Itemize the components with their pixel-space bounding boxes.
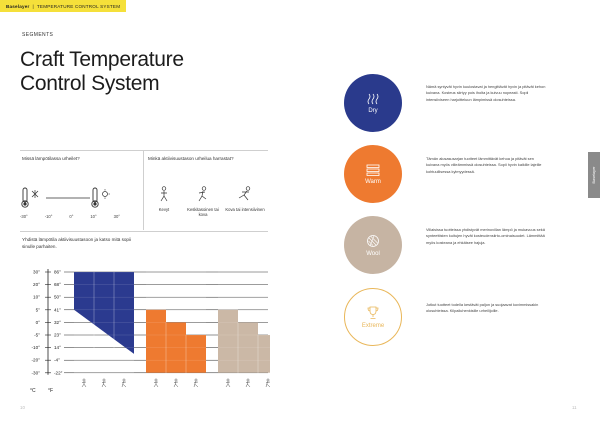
page-number-left: 10 [20,405,25,410]
running-icon [103,379,105,381]
side-tab[interactable] [588,152,600,198]
product-wool-text: Villaisissa tuotteissa yhdistyvät merinovillan lämpö ja mukavuus sekä synteettisten kuitujen hyvät kosteudensiirto-ominaisuudet. Lämmittää myös kosteana ja ehkäisee hajuja. [426,227,545,245]
sprinting-icon-body [194,381,198,387]
sprinting-icon [267,379,269,381]
divider-mid [20,231,268,232]
title-line-2: Control System [20,72,160,95]
temperature-activity-chart [18,262,270,396]
product-extreme-text: Jotkut tuotteet todella kestävät paljon ja suojaavat kovimmissakin olosuhteissa. Kilpailuhenkisille urheilijoille. [426,302,539,314]
temp-label: 30° [113,214,120,219]
brand-label: Baselayer [6,3,30,9]
celsius-tick-label: -30° [31,370,40,376]
celsius-tick-label: 0° [35,319,40,325]
celsius-tick-label: 30° [33,269,40,275]
sprinting-icon [237,186,253,202]
walking-icon [227,379,229,381]
activity-light-label: Kevyt [158,207,170,212]
activity-intense-label: Kova tai intensiivinen [225,207,265,212]
product-warm-name: Warm [365,178,381,185]
layers-icon [366,164,380,176]
question-temperature: Missä lämpötilassa urheilet? [22,156,80,161]
running-icon [247,379,249,381]
running-icon-body [174,381,178,387]
question-activity: Minkä aktiivisuustason urheilua harrastat? [148,156,234,161]
product-dry-name: Dry [368,107,378,114]
celsius-tick-label: -20° [31,357,40,363]
sprinting-icon [123,379,125,381]
fahrenheit-tick-label: 41° [54,307,61,313]
walking-icon-body [82,381,86,387]
header-tag [0,0,126,12]
fahrenheit-tick-label: 14° [54,345,61,351]
fahrenheit-tick-label: 86° [54,269,61,275]
divider-vertical [143,150,144,230]
thermometer-scale [20,186,140,212]
fahrenheit-tick-label: 50° [54,294,61,300]
product-wool-name: Wool [366,250,380,257]
title-line-1: Craft Temperature [20,48,184,71]
sprinting-icon-body [122,381,126,387]
product-extreme[interactable] [344,288,402,346]
cold-thermometer-icon [22,188,38,207]
walking-icon-body [154,381,158,387]
product-extreme-name: Extreme [361,322,385,329]
product-dry[interactable] [344,74,402,132]
product-warm[interactable] [344,145,402,203]
wool-ball-icon [366,234,380,248]
celsius-unit-label: °C [30,388,36,394]
temp-label: 0° [69,214,74,219]
temp-label: 10° [90,214,97,219]
temperature-scale-labels [20,214,120,219]
page-title [20,48,184,96]
fahrenheit-unit-label: °F [48,388,54,394]
sprinting-icon [195,379,197,381]
celsius-tick-label: -10° [31,345,40,351]
page-number-right: 11 [572,405,577,410]
series-area-wool [218,310,270,373]
divider-top [20,150,268,151]
header-title: TEMPERATURE CONTROL SYSTEM [36,3,121,9]
activity-intense [225,186,265,217]
chart-intro: Yhdistä lämpötila aktiivisuustasoon ja katso mitä sopii sinulle parhaiten. [22,237,132,249]
activity-light [147,186,181,217]
celsius-tick-label: 10° [33,294,40,300]
activity-medium-label: Keskitasoinen tai kova [187,207,219,217]
running-icon-body [102,381,106,387]
section-label: SEGMENTS [22,32,54,38]
celsius-tick-label: 20° [33,282,40,288]
walking-icon [155,379,157,381]
side-tab-label: Baselayer [592,166,596,184]
heat-waves-icon [366,93,380,105]
running-icon-body [246,381,250,387]
walking-icon-body [226,381,230,387]
temp-label: -30° [20,214,28,219]
hot-thermometer-icon [92,188,110,207]
product-wool[interactable] [344,216,402,274]
activity-medium [183,186,223,217]
walking-icon [157,186,171,202]
series-area-warm [146,310,206,373]
trophy-icon [366,306,380,320]
product-dry-text: Nämä syntyvät hyvin kuulostavat ja hengittävät hyvin ja pitävät kehon kuivana. Kosteus siirtyy pois iholta ja kuivuu nopeasti. Sopii intensiiviseen harjoitteluun lämpimissä olosuhteissa. [426,84,546,102]
activity-levels [146,186,266,217]
product-warm-text: Tämän alusasusarjan tuotteet lämmittävät kehoa ja pitävät sen kuivana myös viileämmissä olosuhteissa. Sopii hyvin kaikille lajeille kohtuullisessa kylmyydessä. [426,156,542,174]
fahrenheit-tick-label: 68° [54,282,61,288]
celsius-tick-label: 5° [35,307,40,313]
celsius-tick-label: -5° [34,332,40,338]
fahrenheit-tick-label: -22° [54,370,63,376]
temp-label: -10° [44,214,53,219]
fahrenheit-tick-label: 23° [54,332,61,338]
sprinting-icon-body [266,381,270,387]
walking-icon [83,379,85,381]
header-separator: | [32,3,34,9]
fahrenheit-tick-label: 32° [54,319,61,325]
running-icon [175,379,177,381]
running-icon [196,186,210,202]
fahrenheit-tick-label: -4° [54,357,60,363]
series-area-dry [74,272,134,354]
